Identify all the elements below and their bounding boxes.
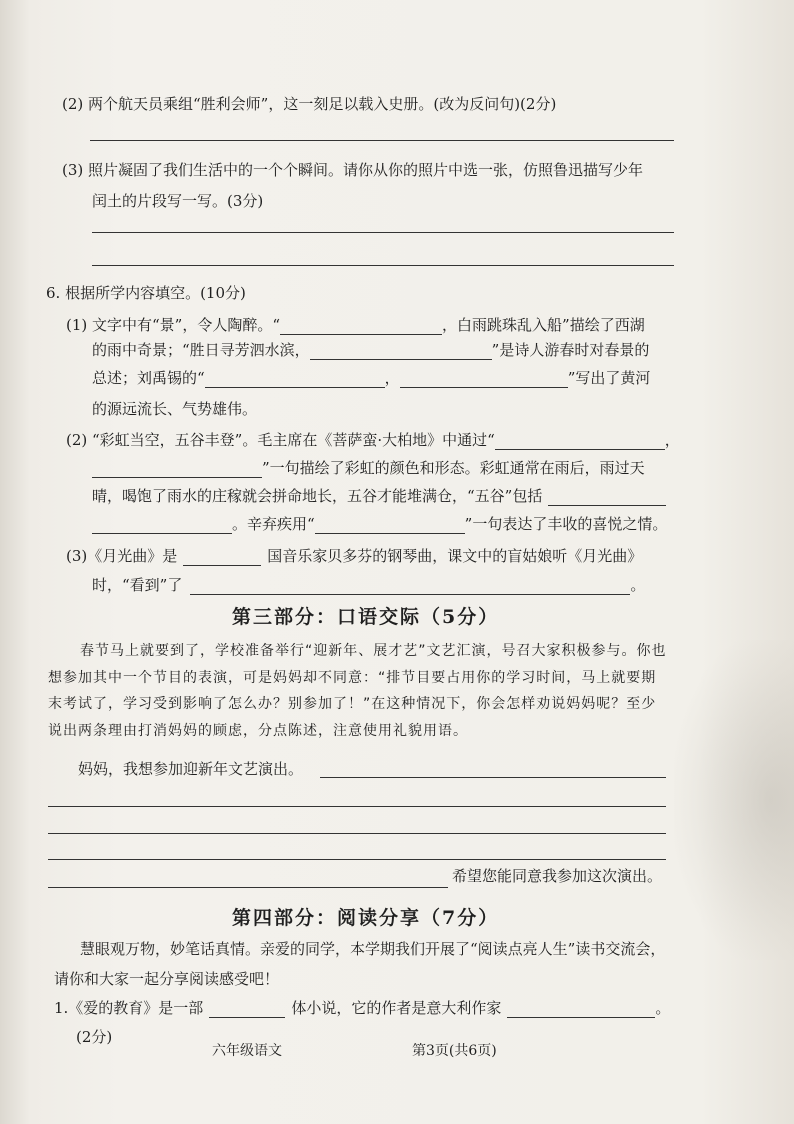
fill-blank[interactable] [280,318,442,335]
part4-q1-score: (2分) [76,1028,113,1046]
text: ”是诗人游春时对春景的 [491,341,650,359]
part4-heading: 第四部分：阅读分享（7分） [232,907,500,929]
text: 。 [630,576,646,594]
q5-item2: (2) 两个航天员乘组“胜利会师”，这一刻足以载入史册。(改为反问句)(2分) [62,95,557,113]
answer-line[interactable] [48,833,666,834]
part3-heading: 第三部分：口语交际（5分） [232,606,500,628]
text: ”写出了黄河 [567,369,651,387]
text: 总述；刘禹锡的“ [92,369,205,387]
q6-p3-line1 [66,546,642,566]
answer-line[interactable] [48,887,448,888]
text: 国音乐家贝多芬的钢琴曲，课文中的盲姑娘听《月光曲》 [267,547,643,565]
text: 。辛弃疾用“ [232,515,315,533]
footer-subject: 六年级语文 [212,1043,282,1059]
answer-line[interactable] [92,232,674,233]
footer-page-number: 第3页(共6页) [412,1043,497,1059]
q6-p3-line2 [92,575,645,595]
text: 晴，喝饱了雨水的庄稼就会拼命地长，五谷才能堆满仓，“五谷”包括 [92,487,543,505]
fill-blank[interactable] [548,489,666,506]
fill-blank[interactable] [92,517,232,534]
part4-q1 [54,998,670,1018]
q5-item3-line2: 闰土的片段写一写。(3分) [92,192,264,210]
answer-line[interactable] [92,265,674,266]
q6-p2-line4 [92,514,667,534]
q6-p2-line1 [66,430,680,450]
part3-para-line1: 春节马上就要到了，学校准备举行“迎新年、展才艺”文艺汇演，号召大家积极参与。你也 [80,643,667,659]
text: 时，“看到”了 [92,576,183,594]
part3-para-line3: 末考试了，学习受到影响了怎么办？别参加了！”在这种情况下，你会怎样劝说妈妈呢？至少 [48,696,657,712]
text: ， [384,369,400,387]
fill-blank[interactable] [400,371,568,388]
fill-blank[interactable] [209,1001,285,1018]
text: ，白雨跳珠乱入船”描绘了西湖 [442,316,645,334]
text: 体小说，它的作者是意大利作家 [291,999,502,1017]
text: ， [664,431,680,449]
part3-para-line2: 想参加其中一个节目的表演，可是妈妈却不同意：“排节目要占用你的学习时间，马上就要期 [48,670,657,686]
part3-answer-end: 希望您能同意我参加这次演出。 [452,867,663,885]
q6-p2-line2 [92,458,645,478]
text: ”一句描绘了彩虹的颜色和形态。彩虹通常在雨后，雨过天 [262,459,645,477]
part4-intro-line2: 请你和大家一起分享阅读感受吧！ [54,970,280,988]
text: 。 [655,999,671,1017]
q6-title: 6. 根据所学内容填空。(10分) [46,284,246,302]
fill-blank[interactable] [507,1001,655,1018]
part4-intro-line1: 慧眼观万物，妙笔话真情。亲爱的同学，本学期我们开展了“阅读点亮人生”读书交流会， [80,940,666,958]
fill-blank[interactable] [92,461,262,478]
text: (1) 文字中有“景”，令人陶醉。“ [66,316,281,334]
q6-p2-line3 [92,486,666,506]
answer-line[interactable] [48,859,666,860]
text: (3)《月光曲》是 [66,547,178,565]
part3-answer-start: 妈妈，我想参加迎新年文艺演出。 [78,760,304,778]
q6-p1-line3 [92,368,650,388]
fill-blank[interactable] [495,433,665,450]
answer-line[interactable] [48,806,666,807]
fill-blank[interactable] [205,371,385,388]
answer-line[interactable] [320,777,666,778]
part3-para-line4: 说出两条理由打消妈妈的顾虑，分点陈述，注意使用礼貌用语。 [48,723,468,739]
q6-p1-line4: 的源远流长、气势雄伟。 [92,400,258,418]
fill-blank[interactable] [183,549,261,566]
paper-crease [674,640,794,960]
fill-blank[interactable] [310,343,492,360]
text: ”一句表达了丰收的喜悦之情。 [464,515,668,533]
text: 1.《爱的教育》是一部 [54,999,204,1017]
fill-blank[interactable] [190,578,630,595]
text: 的雨中奇景；“胜日寻芳泗水滨， [92,341,310,359]
q6-p1-line2 [92,340,649,360]
answer-line[interactable] [90,140,674,141]
q5-item3-line1: (3) 照片凝固了我们生活中的一个个瞬间。请你从你的照片中选一张，仿照鲁迅描写少年 [62,161,644,179]
fill-blank[interactable] [315,517,465,534]
text: (2) “彩虹当空，五谷丰登”。毛主席在《菩萨蛮·大柏地》中通过“ [66,431,495,449]
q6-p1-line1 [66,315,645,335]
